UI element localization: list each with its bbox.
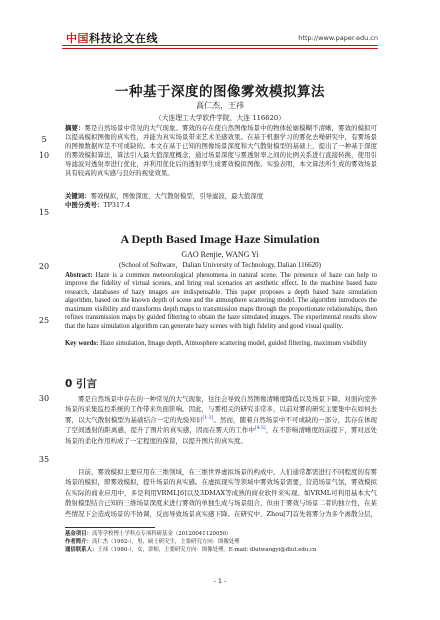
clc-text: TP317.4 xyxy=(103,201,131,209)
logo-part-cn: 中国 xyxy=(66,32,89,45)
intro-text: 。然而，随着自然场景中不可或缺的一部分，其存在体现了空间透射的距离感，提升了图片的真实感，因而在雾天的工作中 xyxy=(65,415,378,435)
keywords-text: 雾效模拟，图像深度，大气散射模型，引导滤波，最大值深度 xyxy=(90,192,264,200)
footnote-funding xyxy=(65,530,377,538)
footnote-rule xyxy=(65,527,155,528)
abstract-label: 摘要： xyxy=(65,124,85,132)
classification-number xyxy=(65,201,377,210)
authors-chinese: 高仁杰，王祎 xyxy=(196,101,244,110)
citation-ref[interactable]: [4-5] xyxy=(254,426,266,432)
abstract-chinese xyxy=(65,124,377,179)
header-rule-thin xyxy=(62,48,378,49)
line-number: 30 xyxy=(38,394,50,403)
intro-paragraph-1 xyxy=(65,394,377,446)
keywords-chinese xyxy=(65,192,377,201)
intro-paragraph-2: 目前，雾效模拟主要应用在三维领域，在三维世界虚拟场景的构成中，人们通常都需进行不同程度的有雾场景的模拟，即雾效模拟，提升场景的真实感。在虚拟现实等领域中雾效场景需要，营造场景气氛，雾效模拟在实际的商业应用中，多是利用VRML[6]以及3DMAX等成熟的商业软件来实现。如VRML可利用基本大气散射模型结合已知的三维场景深度来进行雾效的单独生成与场景组合，但由于雾效与场景二者的独立性，在某些情况下会造成场景的不协调，反而导致场景真实感下降。在研究中，Zhou[7]首先将雾分为多个离散分层， xyxy=(65,468,378,518)
site-logo xyxy=(66,30,158,46)
line-number: 25 xyxy=(38,316,50,325)
line-number: 35 xyxy=(38,455,50,464)
affiliation-chinese: （大连理工大学软件学院，大连 116620） xyxy=(154,114,286,122)
citation-ref[interactable]: [1-3] xyxy=(202,415,214,421)
footnote-label: 通信联系人： xyxy=(65,547,98,553)
line-number: 5 xyxy=(41,135,47,144)
footnote-label: 基金项目： xyxy=(65,531,92,537)
affiliation-english: (School of Software，Dalian University of Technology, Dalian 116620) xyxy=(118,261,321,269)
footnote-correspondence xyxy=(65,546,377,554)
page-number: - 1 - xyxy=(213,577,227,585)
intro-text: ，在不影响清晰度的前提下，雾对远处场景的柔化作用构成了一定程度的保留，以提升图片的真实度。 xyxy=(65,426,378,445)
footnote-author-bio xyxy=(65,538,377,546)
section-heading-intro: 0 引言 xyxy=(65,378,97,390)
abstract-en-text: Haze is a common meteorological phenomena in natural scene. The presence of haze can help to improve the fidelity of virtual scenes, and bring real scenarios art aesthetic effect. In the machine based haze research, databases of hazy images are indispensable. This paper proposes a depth based haze simulation algorithm, based on the known depth of scene and the atmosphere scattering model. The algorithm introduces the maximum visibility and transforms depth maps to transmission maps through the proportionate relationships, then refines transmission maps by guided filtering to obtain the haze simulated images. The experimental results show that the haze simulation algorithm can generate hazy scenes with high fidelity and good visual quality. xyxy=(65,272,378,330)
footnote-text: 王祎（1980-），女，讲师，主要研究方向：图像处理。E-mail: dlutwangyi@dlut.edu.cn xyxy=(97,547,317,553)
line-number: 20 xyxy=(38,262,50,271)
authors-english: GAO Renjie, WANG Yi xyxy=(181,250,259,259)
line-number: 10 xyxy=(38,151,50,160)
footnote-text: 高等学校博士学科点专项科研基金（20120041120050） xyxy=(91,531,232,537)
line-number: 15 xyxy=(38,208,50,217)
keywords-label: 关键词： xyxy=(65,192,91,200)
header-url[interactable]: http://www.paper.edu.cn xyxy=(298,34,378,42)
logo-part-title: 科技论文在线 xyxy=(89,32,158,45)
header-rule xyxy=(62,45,378,46)
title-chinese: 一种基于深度的图像雾效模拟算法 xyxy=(115,84,325,100)
clc-label: 中图分类号： xyxy=(65,201,104,209)
intro-text: 雾是自然场景中存在的一种常见的大气现象，往往会导致自然图像清晰度降低以及场景下降，对面向室外场景的采集监控系统的工作带来负面影响。因此，与雾相关的研究非常多，以前对雾的研究主要集中在如何去雾，以大气散射模型为基础结合一定的先验知识 xyxy=(65,395,377,424)
page-header xyxy=(0,0,440,48)
footnote-label: 作者简介： xyxy=(65,539,92,545)
abstract-english xyxy=(65,272,377,331)
keywords-en-text: Haze simulation, Image depth, Atmosphere scattering model, guided filtering, maximum visibility xyxy=(100,340,368,347)
title-english: A Depth Based Image Haze Simulation xyxy=(120,232,320,246)
footnote-text: 高仁杰（1992-），男，硕士研究生，主要研究方向：图像处理 xyxy=(91,539,240,545)
keywords-en-label: Key words: xyxy=(65,340,99,347)
abstract-en-label: Abstract: xyxy=(65,272,93,279)
abstract-text: 雾是自然场景中常见的大气现象。雾效的存在使自然图像场景中的物体轮廓模糊不清晰，雾效的模拟可以提高模拟图像的真实性，并能为真实场景带来艺术美感效果。在基于机器学习的雾化去噪研究中，有雾场景的图像数据库是不可或缺的。本文在基于已知的图像场景深度和大气散射模型的基础上，提出了一种基于深度的雾效模拟算法，算法引入最大值深度概念，通过场景深度与雾透射率之间的比例关系进行直接转换，使用引导滤波对透射率进行优化，并利用优化后的透射率生成雾效模拟图像。实验表明，本文算法所生成的雾效场景具有较高的真实感与良好的视觉效果。 xyxy=(65,124,378,178)
keywords-english xyxy=(65,340,377,348)
